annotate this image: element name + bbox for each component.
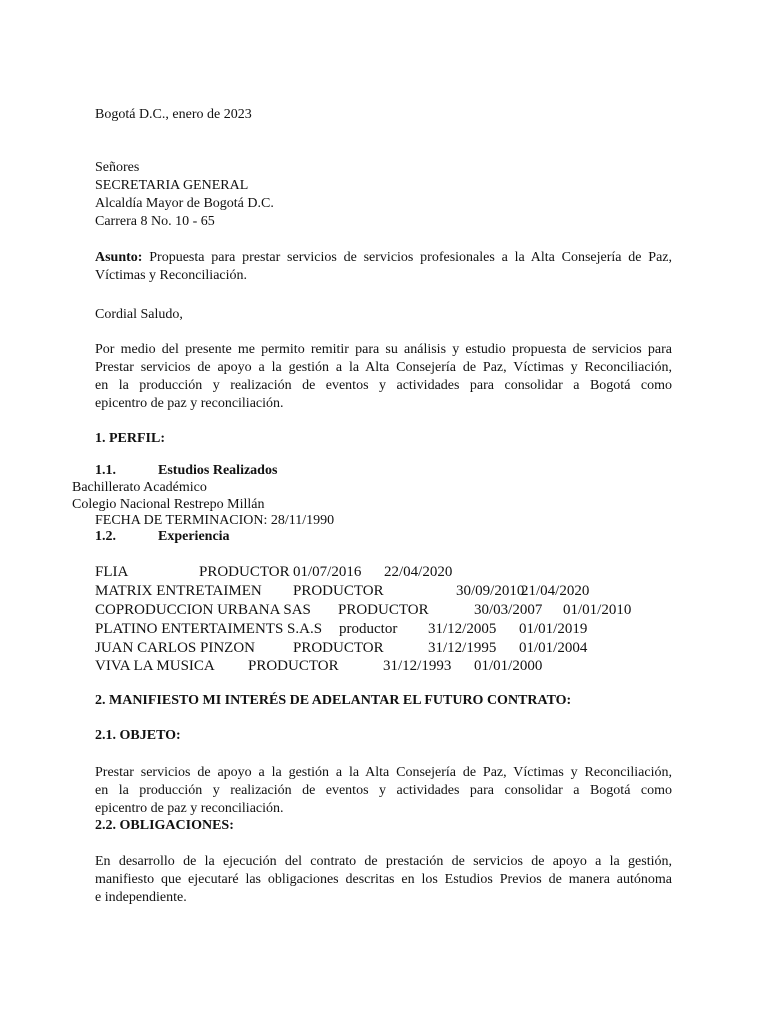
obligaciones-paragraph [95, 853, 672, 907]
objeto-line-3: epicentro de paz y reconciliación. [95, 801, 284, 816]
subject-line-1 [95, 249, 672, 267]
subject-block [95, 249, 672, 285]
experience-company: COPRODUCCION URBANA SAS [95, 602, 311, 618]
experience-company: JUAN CARLOS PINZON [95, 640, 256, 656]
experience-role: PRODUCTOR [293, 583, 384, 599]
experience-role: PRODUCTOR [199, 564, 290, 580]
subject-label: Asunto: [95, 250, 143, 265]
experience-company: MATRIX ENTRETAIMEN [95, 583, 262, 599]
experience-start: 01/07/2016 [293, 564, 362, 580]
education-degree: Bachillerato Académico [72, 480, 207, 495]
experience-company: VIVA LA MUSICA [95, 658, 215, 674]
obligaciones-line-3: e independiente. [95, 890, 187, 905]
intro-line-4: epicentro de paz y reconciliación. [95, 396, 284, 411]
salutation: Cordial Saludo, [95, 307, 183, 322]
education-school: Colegio Nacional Restrepo Millán [72, 497, 265, 512]
experience-company: FLIA [95, 564, 129, 580]
experience-start: 31/12/1995 [428, 640, 497, 656]
experience-end: 01/01/2010 [563, 602, 632, 618]
experience-role: PRODUCTOR [248, 658, 339, 674]
section1-heading: 1. PERFIL: [95, 431, 165, 446]
section2-heading: 2. MANIFIESTO MI INTERÉS DE ADELANTAR EL FUTURO CONTRATO: [95, 693, 572, 708]
experience-start: 30/03/2007 [474, 602, 543, 618]
recipient-title: SECRETARIA GENERAL [95, 178, 249, 193]
obligaciones-heading: 2.2. OBLIGACIONES: [95, 818, 234, 833]
experience-end: 01/01/2004 [519, 640, 588, 656]
sub1-number: 1.1. [95, 463, 116, 478]
letter-date: Bogotá D.C., enero de 2023 [95, 107, 252, 122]
recipient-address: Carrera 8 No. 10 - 65 [95, 214, 215, 229]
obligaciones-line-1: En desarrollo de la ejecución del contrato de prestación de servicios de apoyo a la gestión, [95, 854, 672, 869]
experience-end: 22/04/2020 [384, 564, 453, 580]
subject-line-2: Víctimas y Reconciliación. [95, 268, 248, 283]
experience-role: PRODUCTOR [338, 602, 429, 618]
intro-line-2: Prestar servicios de apoyo a la gestión a la Alta Consejería de Paz, Víctimas y Reconciliación, [95, 360, 672, 375]
recipient-entity: Alcaldía Mayor de Bogotá D.C. [95, 196, 274, 211]
experience-start: 31/12/2005 [428, 621, 497, 637]
sub2-number: 1.2. [95, 529, 116, 544]
objeto-line-2: en la producción y realización de eventos y actividades para consolidar a Bogotá como [95, 783, 672, 798]
experience-start: 30/09/2010 [456, 583, 525, 599]
experience-start: 31/12/1993 [383, 658, 452, 674]
experience-role: PRODUCTOR [293, 640, 384, 656]
experience-end: 01/01/2000 [474, 658, 543, 674]
objeto-line-1: Prestar servicios de apoyo a la gestión a la Alta Consejería de Paz, Víctimas y Reconciliación, [95, 765, 672, 780]
experience-company: PLATINO ENTERTAIMENTS S.A.S [95, 621, 323, 637]
experience-end: 01/01/2019 [519, 621, 588, 637]
objeto-paragraph [95, 764, 672, 818]
objeto-heading: 2.1. OBJETO: [95, 728, 181, 743]
subject-text-1: Propuesta para prestar servicios de servicios profesionales a la Alta Consejería de Paz, [149, 250, 672, 265]
obligaciones-line-2: manifiesto que ejecutaré las obligaciones descritas en los Estudios Previos de manera autónoma [95, 872, 672, 887]
sub2-title: Experiencia [158, 529, 230, 544]
intro-paragraph [95, 341, 672, 413]
recipient-greeting: Señores [95, 160, 140, 175]
intro-line-3: en la producción y realización de eventos y actividades para consolidar a Bogotá como [95, 378, 672, 393]
sub1-title: Estudios Realizados [158, 463, 278, 478]
education-end-date: FECHA DE TERMINACION: 28/11/1990 [95, 513, 335, 528]
experience-role: productor [339, 621, 398, 637]
experience-end: 21/04/2020 [521, 583, 590, 599]
intro-line-1: Por medio del presente me permito remitir para su análisis y estudio propuesta de servicios para [95, 342, 672, 357]
